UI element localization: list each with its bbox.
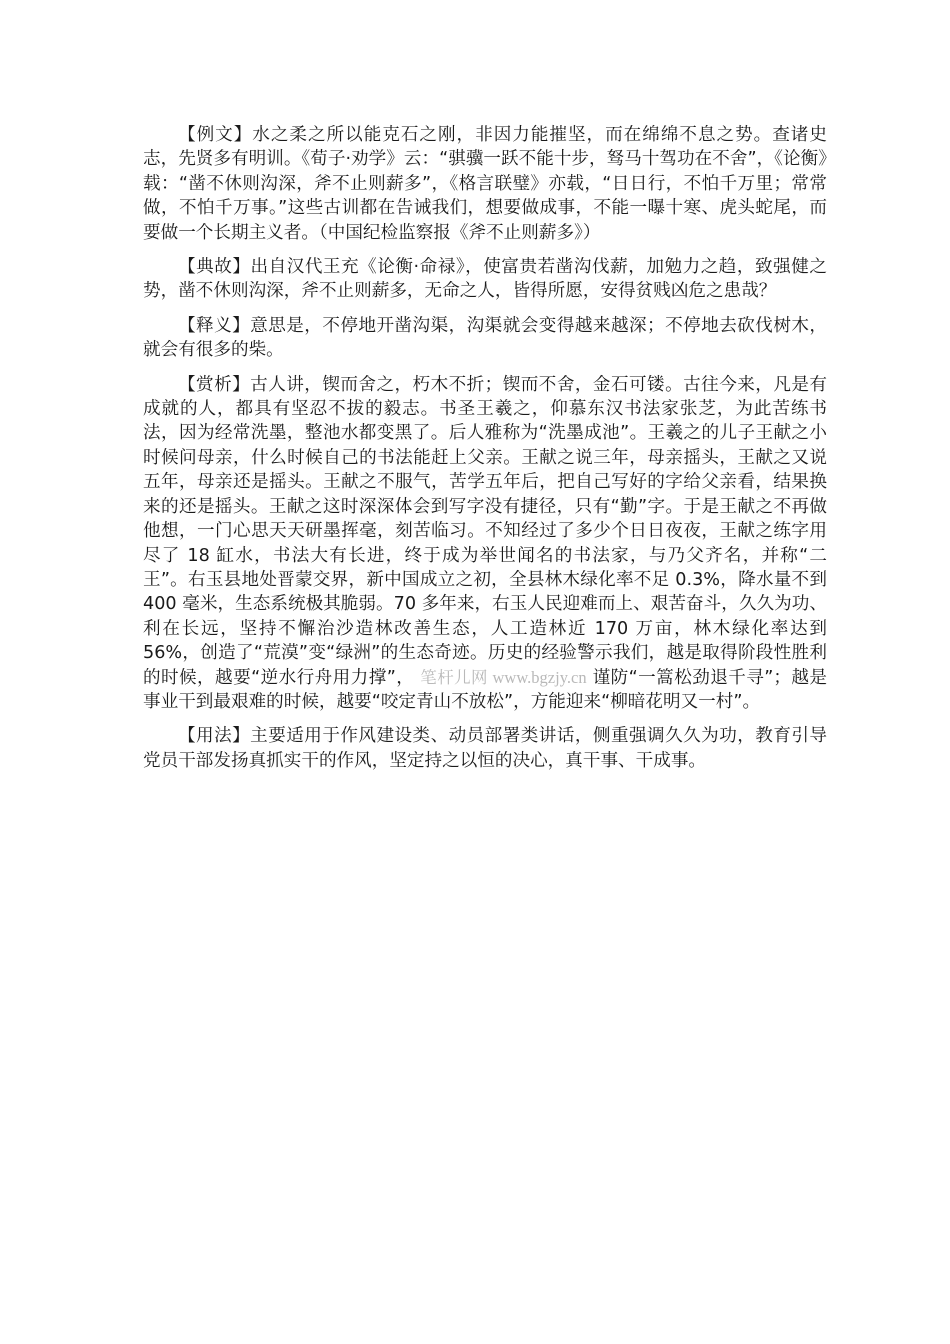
paragraph-usage-text: 主要适用于作风建设类、动员部署类讲话，侧重强调久久为功，教育引导党员干部发扬真抓实干的作风，坚定持之以恒的决心，真干事、干成事。: [143, 726, 827, 771]
paragraph-example-text: 水之柔之所以能克石之刚，非因力能摧坚，而在绵绵不息之势。查诸史志，先贤多有明训。《荀子·劝学》云：“骐骥一跃不能十步，驽马十驾功在不舍”，《论衡》载：“凿不休则沟深，斧不止则薪多”，《格言联璧》亦载，“日日行，不怕千万里；常常做，不怕千万事。”这些古训都在告诫我们，想要做成事，不能一曝十寒、虎头蛇尾，而要做一个长期主义者。（中国纪检监察报《斧不止则薪多》）: [143, 125, 827, 243]
section-heading-example: 【例文】: [178, 125, 253, 145]
paragraph-example: [143, 123, 827, 245]
document-body: [143, 123, 827, 783]
paragraph-appreciation-text-1: 古人讲，锲而舍之，朽木不折；锲而不舍，金石可镂。古往今来，凡是有成就的人，都具有坚忍不拔的毅志。书圣王羲之，仰慕东汉书法家张芝，为此苦练书法，因为经常洗墨，整池水都变黑了。后人雅称为“洗墨成池”。王羲之的儿子王献之小时候问母亲，什么时候自己的书法能赶上父亲。王献之说三年，母亲摇头，王献之又说五年，母亲还是摇头。王献之不服气，苦学五年后，把自己写好的字给父亲看，结果换来的还是摇头。王献之这时深深体会到写字没有捷径，只有“勤”字。于是王献之不再做他想，一门心思天天研墨挥毫，刻苦临习。不知经过了多少个日日夜夜，王献之练字用尽了 18 缸水，书法大有长进，终于成为举世闻名的书法家，与乃父齐名，并称“二王”。右玉县地处晋蒙交界，新中国成立之初，全县林木绿化率不足 0.3%，降水量不到 400 毫米，生态系统极其脆弱。70 多年来，右玉人民迎难而上、艰苦奋斗，久久为功、利在长远，坚持不懈治沙造林改善生态，人工造林近 170 万亩，林木绿化率达到 56%，创造了“荒漠”变“绿洲”的生态奇迹。历史的经验警示我们，越是取得阶段性胜利的时候，越要“逆水行舟用力撑”，: [143, 374, 827, 688]
watermark: 笔杆儿网 www.bgzjy.cn: [420, 667, 587, 687]
section-heading-usage: 【用法】: [178, 726, 251, 747]
paragraph-meaning-text: 意思是，不停地开凿沟渠，沟渠就会变得越来越深；不停地去砍伐树木，就会有很多的柴。: [143, 315, 827, 361]
paragraph-allusion: [143, 255, 827, 304]
section-heading-appreciation: 【赏析】: [178, 374, 251, 395]
paragraph-appreciation-text-2: 谨防“一篙松劲退千寻”；越是事业干到最艰难的时候，越要“咬定青山不放松”，方能迎来“柳暗花明又一村”。: [143, 667, 828, 712]
section-heading-allusion: 【典故】: [178, 257, 251, 278]
paragraph-meaning: [143, 314, 827, 363]
paragraph-usage: [143, 724, 827, 773]
paragraph-allusion-text: 出自汉代王充《论衡·命禄》，使富贵若凿沟伐薪，加勉力之趋，致强健之势，凿不休则沟深，斧不止则薪多，无命之人，皆得所愿，安得贫贱凶危之患哉？: [143, 257, 827, 302]
section-heading-meaning: 【释义】: [178, 315, 251, 336]
paragraph-appreciation: [143, 373, 827, 715]
